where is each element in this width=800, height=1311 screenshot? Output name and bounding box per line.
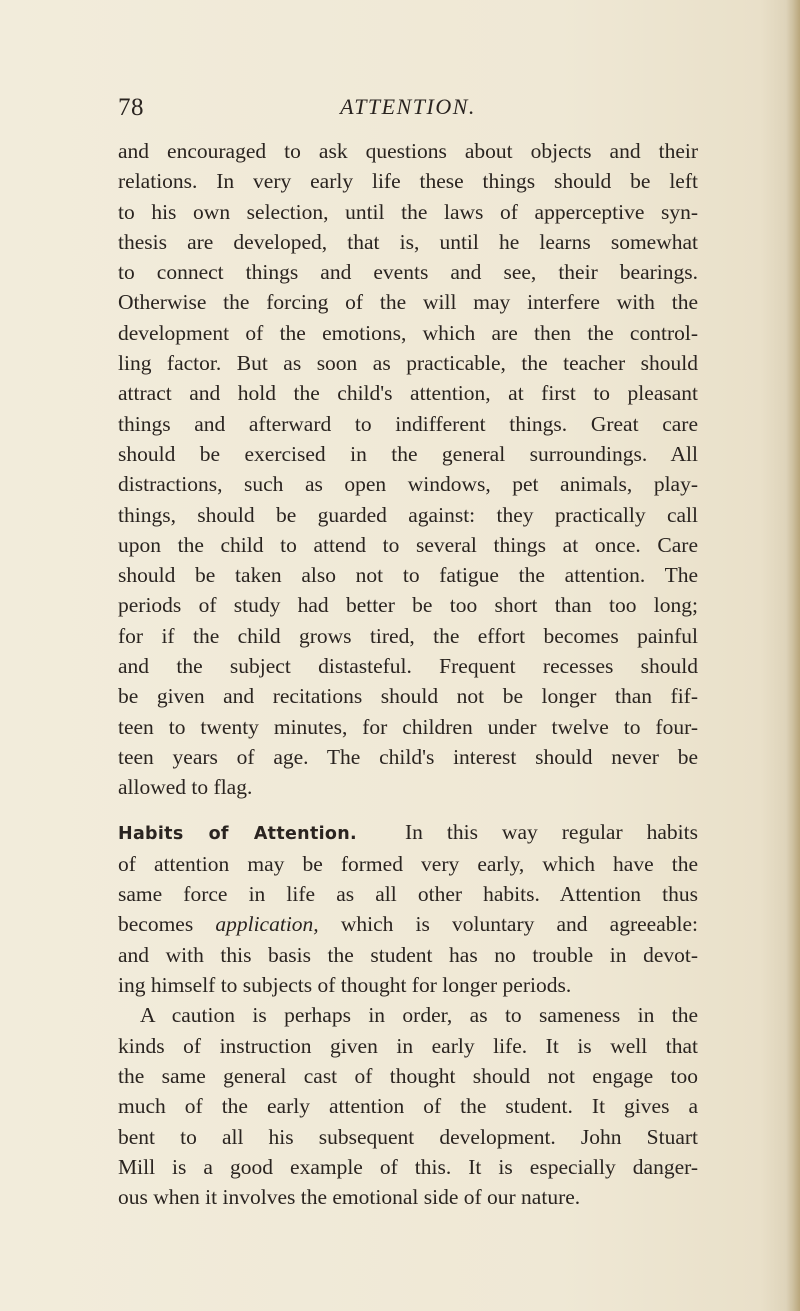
text-line: teen years of age. The child's interest should never be — [118, 744, 698, 769]
running-title: ATTENTION. — [340, 94, 476, 119]
text-line: Mill is a good example of this. It is especially danger- — [118, 1154, 698, 1179]
text-line: for if the child grows tired, the effort becomes painful — [118, 623, 698, 648]
paragraph-2 — [118, 817, 698, 1001]
body-text — [118, 136, 698, 1212]
text-line: the same general cast of thought should not engage too — [118, 1063, 698, 1088]
text-line: ling factor. But as soon as practicable, the teacher should — [118, 351, 698, 376]
section-heading: Habits of Attention. — [118, 823, 357, 844]
text-line: to connect things and events and see, their bearings. — [118, 260, 698, 285]
text-line: allowed to flag. — [118, 775, 253, 800]
text-line — [118, 817, 698, 849]
text-line: and with this basis the student has no trouble in devot- — [118, 942, 698, 967]
paragraph-3 — [118, 1000, 698, 1212]
page-header — [118, 94, 698, 134]
text-line: ing himself to subjects of thought for longer periods. — [118, 973, 572, 998]
text-run: In this way regular habits — [404, 819, 698, 844]
text-line: of attention may be formed very early, which have the — [118, 851, 698, 876]
text-line: development of the emotions, which are then the control- — [118, 320, 698, 345]
text-line: things and afterward to indifferent things. Great care — [118, 411, 698, 436]
text-line: should be exercised in the general surroundings. All — [118, 441, 698, 466]
text-run: which is voluntary and agreeable: — [340, 912, 698, 937]
text-line: distractions, such as open windows, pet animals, play- — [118, 472, 698, 497]
page-number: 78 — [118, 94, 144, 121]
paragraph-1 — [118, 136, 698, 803]
text-line: A caution is perhaps in order, as to sameness in the — [140, 1003, 698, 1028]
text-line: Otherwise the forcing of the will may interfere with the — [118, 290, 698, 315]
text-line: attract and hold the child's attention, at first to pleasant — [118, 381, 698, 406]
text-line: relations. In very early life these things should be left — [118, 169, 698, 194]
text-line: to his own selection, until the laws of apperceptive syn- — [118, 199, 698, 224]
text-line: bent to all his subsequent development. John Stuart — [118, 1124, 698, 1149]
text-line: thesis are developed, that is, until he learns somewhat — [118, 229, 698, 254]
text-line: and the subject distasteful. Frequent recesses should — [118, 654, 698, 679]
text-line: ous when it involves the emotional side of our nature. — [118, 1185, 581, 1210]
text-line: kinds of instruction given in early life. It is well that — [118, 1033, 698, 1058]
text-run: becomes — [118, 912, 194, 937]
text-line: things, should be guarded against: they practically call — [118, 502, 698, 527]
page-edge-shadow — [786, 0, 800, 1311]
text-line: periods of study had better be too short than too long; — [118, 593, 698, 618]
text-line: should be taken also not to fatigue the attention. The — [118, 563, 698, 588]
text-line: teen to twenty minutes, for children under twelve to four- — [118, 714, 698, 739]
text-line: upon the child to attend to several things at once. Care — [118, 532, 698, 557]
text-line — [118, 909, 698, 939]
text-line: same force in life as all other habits. Attention thus — [118, 882, 698, 907]
text-line: much of the early attention of the student. It gives a — [118, 1094, 698, 1119]
emphasis-text: application, — [215, 912, 319, 937]
text-line: be given and recitations should not be longer than fif- — [118, 684, 698, 709]
paragraph-gap — [118, 803, 698, 817]
text-line: and encouraged to ask questions about objects and their — [118, 139, 698, 163]
